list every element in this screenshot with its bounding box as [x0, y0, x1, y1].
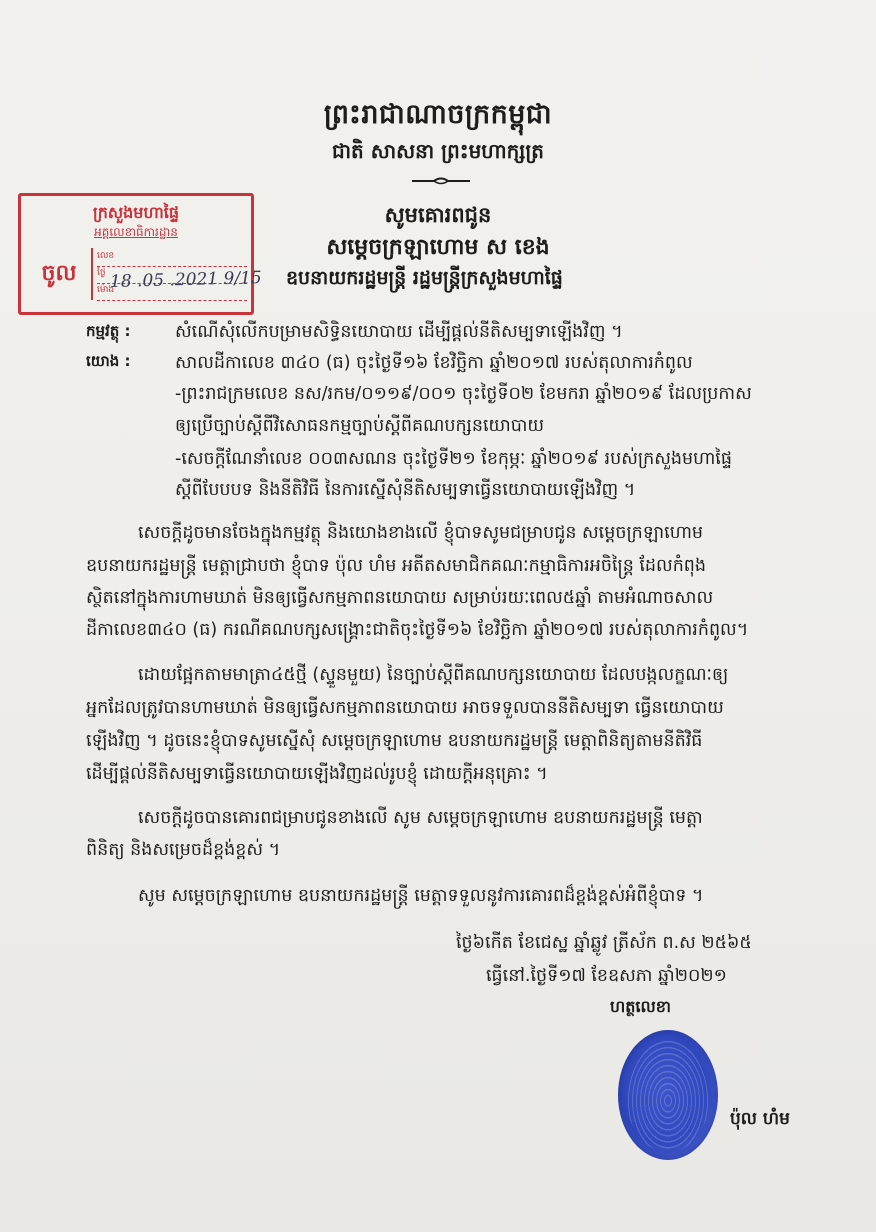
national-motto: ជាតិ សាសនា ព្រះមហាក្សត្រ — [332, 139, 544, 163]
reference-line: ស្តីពីបែបបទ និងនីតិវិធី នៃការស្នើសុំនីតិសម្បទាធ្វើនយោបាយឡើងវិញ ។ — [175, 480, 636, 500]
body-line: អ្នកដែលត្រូវបានហាមឃាត់ មិនឲ្យធ្វើសកម្មភាពនយោបាយ អាចទទួលបាននីតិសម្បទា ធ្វើនយោបាយ — [86, 698, 724, 718]
closing-line: សូម សម្តេចក្រឡាហោម ឧបនាយករដ្ឋមន្រ្តី មេត្តាទទួលនូវការគោរពដ៏ខ្ពង់ខ្ពស់អំពីខ្ញុំបាទ ។ — [138, 886, 704, 906]
ornament-divider-icon — [410, 176, 472, 186]
solar-date: ធ្វើនៅ.ថ្ងៃទី១៧ ខែឧសភា ឆ្នាំ២០២១ — [486, 966, 727, 986]
body-line: ស្ថិតនៅក្នុងការហាមឃាត់ មិនឲ្យធ្វើសកម្មភាពនយោបាយ សម្រាប់រយៈពេល៥ឆ្នាំ តាមអំណាចសាល — [86, 588, 714, 608]
reference-line: -ព្រះរាជក្រមលេខ នស/រកម/០១១៩/០០១ ចុះថ្ងៃទី០២ ខែមករា ឆ្នាំ២០១៩ ដែលប្រកាស — [175, 384, 752, 404]
body-line: ដីកាលេខ៣៤០ (ធ) ករណីគណបក្សសង្គ្រោះជាតិចុះថ្ងៃទី១៦ ខែវិច្ឆិកា ឆ្នាំ២០១៧ របស់តុលាការកំពូល។ — [86, 620, 749, 640]
body-line: ឡើងវិញ ។ ដូចនេះខ្ញុំបាទសូមស្នើសុំ សម្តេចក្រឡាហោម ឧបនាយករដ្ឋមន្រ្តី មេត្តាពិនិត្យតាមនីតិវិធី — [86, 731, 703, 751]
body-line: ពិនិត្យ និងសម្រេចដ៏ខ្ពង់ខ្ពស់ ។ — [86, 840, 281, 860]
stamp-time-label: ម៉ោង — [97, 284, 247, 301]
body-line: ដើម្បីផ្តល់នីតិសម្បទាធ្វើនយោបាយឡើងវិញដល់រូបខ្ញុំ ដោយក្តីអនុគ្រោះ ។ — [86, 764, 548, 784]
kingdom-heading: ព្រះរាជាណាចក្រកម្ពុជា — [323, 99, 553, 130]
reference-label: យោង : — [86, 352, 131, 370]
thumbprint-icon — [618, 1030, 718, 1160]
subject-text: សំណើសុំលើកបម្រាមសិទ្ធិនយោបាយ ដើម្បីផ្តល់នីតិសម្បទាឡើងវិញ ។ — [175, 322, 623, 342]
stamp-number-label: លេខ — [97, 250, 247, 267]
stamp-received: ចូល — [27, 248, 93, 300]
subject-label: កម្មវត្ថុ : — [86, 322, 131, 340]
respectfully-to: សូមគោរពជូន — [384, 203, 492, 227]
lunar-date: ថ្ងៃ៦កើត ខែជេស្ឋ ឆ្នាំឆ្លូវ ត្រីស័ក ព.ស ២៥៦៥ — [456, 933, 752, 953]
recipient-title: ឧបនាយករដ្ឋមន្រ្តី រដ្ឋមន្រ្តីក្រសួងមហាផ្ទៃ — [286, 267, 563, 289]
signer-name: ប៉ុល ហំម — [730, 1109, 790, 1129]
stamp-department: អគ្គលេខាធិការដ្ឋាន — [94, 225, 178, 239]
signature-label: ហត្ថលេខា — [610, 997, 671, 1016]
reference-line: សាលដីកាលេខ ៣៤០ (ធ) ចុះថ្ងៃទី១៦ ខែវិច្ឆិកា ឆ្នាំ២០១៧ របស់តុលាការកំពូល — [175, 353, 693, 373]
stamp-handwritten-date: 18 .05 .2021 9/15 — [109, 268, 262, 292]
reference-line: ឲ្យប្រើច្បាប់ស្តីពីវិសោធនកម្មច្បាប់ស្តីពីគណបក្សនយោបាយ — [175, 416, 545, 436]
body-line: សេចក្តីដូចមានចែងក្នុងកម្មវត្ថុ និងយោងខាងលើ ខ្ញុំបាទសូមជម្រាបជូន សម្តេចក្រឡាហោម — [138, 523, 704, 543]
body-line: ដោយផ្អែកតាមមាត្រា៤៥ថ្មី (ស្ទួនមួយ) នៃច្បាប់ស្តីពីគណបក្សនយោបាយ ដែលបង្កលក្ខណៈឲ្យ — [138, 665, 729, 685]
body-line: សេចក្តីដូចបានគោរពជម្រាបជូនខាងលើ សូម សម្តេចក្រឡាហោម ឧបនាយករដ្ឋមន្រ្តី មេត្តា — [138, 808, 703, 828]
reference-line: -សេចក្តីណែនាំលេខ ០០៣សណន ចុះថ្ងៃទី២១ ខែកុម្ភៈ ឆ្នាំ២០១៩ របស់ក្រសួងមហាផ្ទៃ — [175, 449, 732, 469]
recipient-name: សម្តេចក្រឡាហោម ស ខេង — [326, 235, 550, 260]
stamp-ministry: ក្រសួងមហាផ្ទៃ — [92, 203, 179, 222]
stamp-date-label: ថ្ងៃ — [97, 267, 247, 284]
body-line: ឧបនាយករដ្ឋមន្រ្តី មេត្តាជ្រាបថា ខ្ញុំបាទ ប៉ុល ហំម អតីតសមាជិកគណៈកម្មាធិការអចិន្ត្រៃ ដែលកំពុង — [86, 556, 707, 576]
received-stamp — [18, 193, 254, 315]
